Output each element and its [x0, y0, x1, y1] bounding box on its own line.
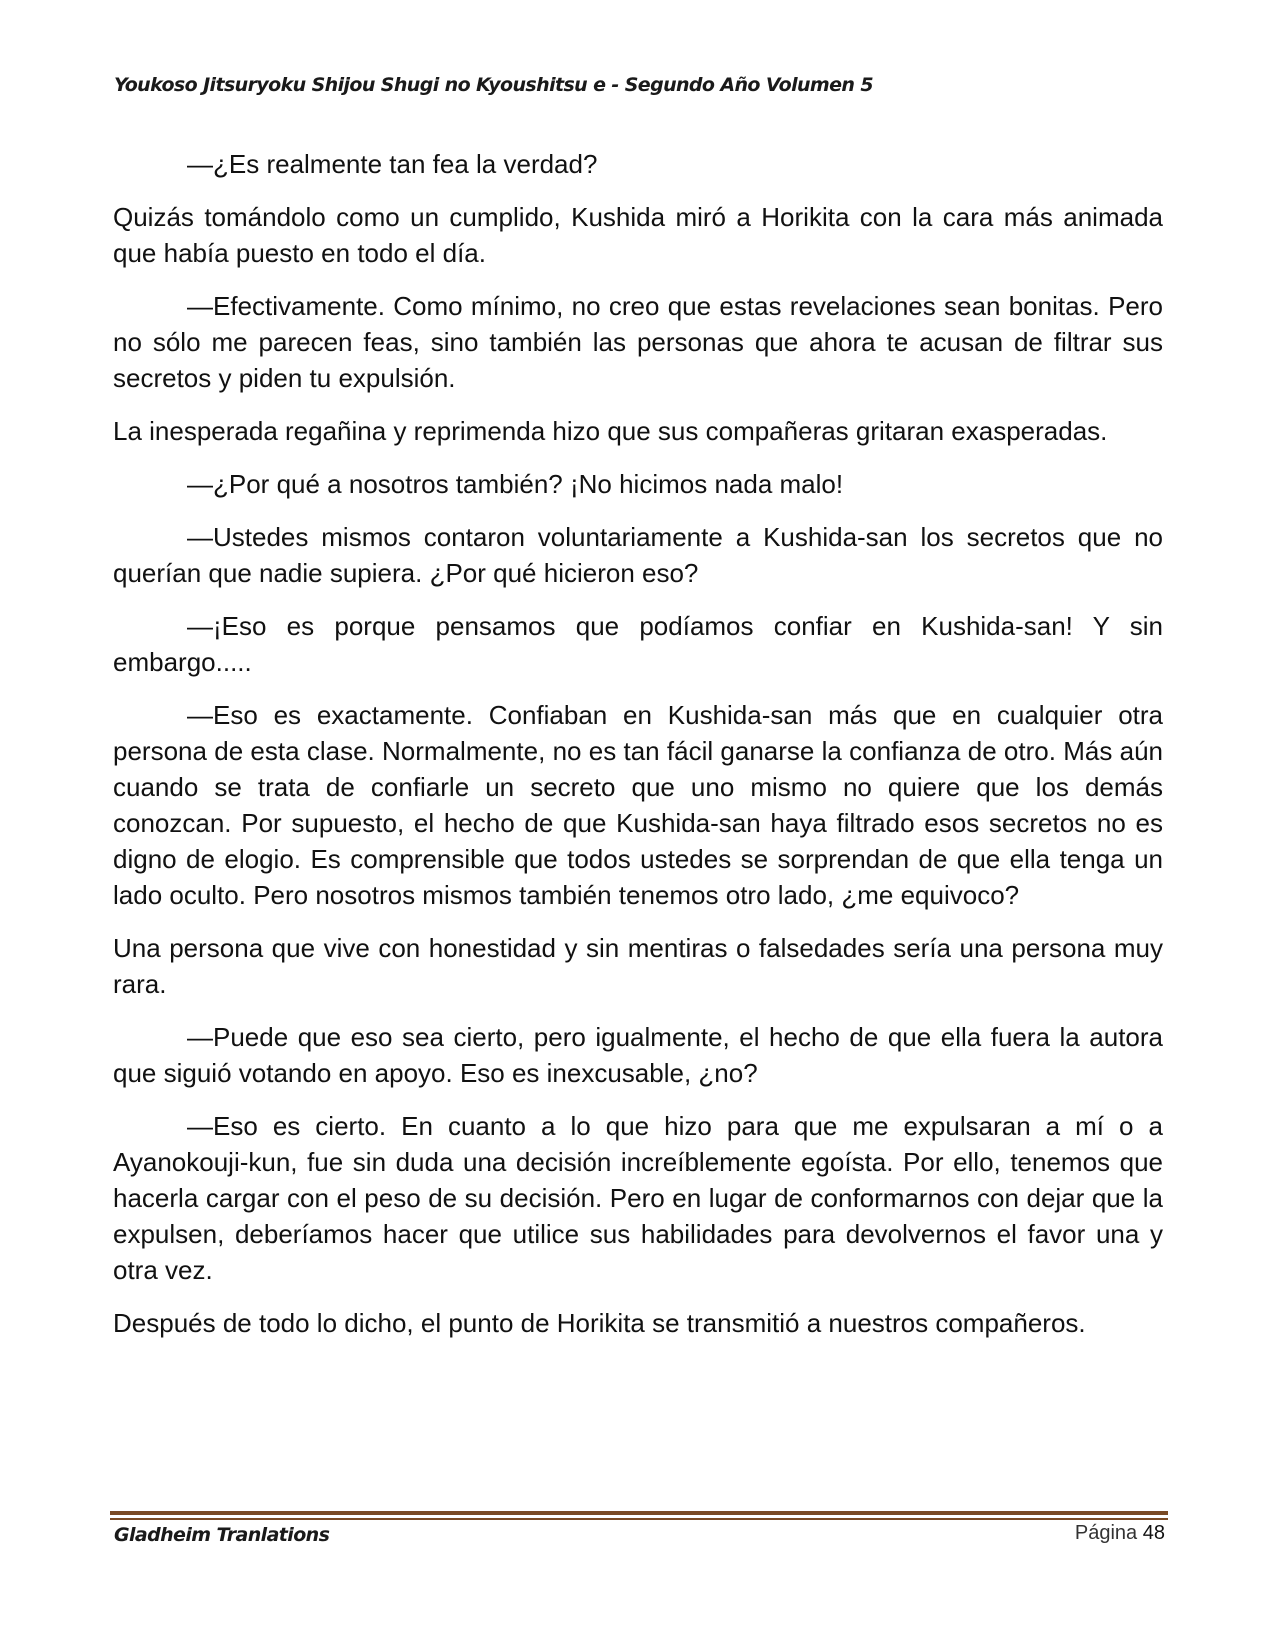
paragraph-7: —¡Eso es porque pensamos que podíamos confiar en Kushida-san! Y sin embargo..... [113, 611, 1163, 677]
page-number: 48 [1142, 1522, 1165, 1544]
paragraph-9: Una persona que vive con honestidad y sin mentiras o falsedades sería una persona muy rara. [113, 933, 1163, 999]
footer-publisher: Gladheim Tranlations [114, 1524, 330, 1546]
page-number-label [1075, 1522, 1165, 1545]
footer-divider [110, 1511, 1168, 1515]
footer-divider-thin [110, 1518, 1168, 1520]
paragraph-11: —Eso es cierto. En cuanto a lo que hizo para que me expulsaran a mí o a Ayanokouji-kun, fue sin duda una decisión increíblemente egoísta. Por ello, tenemos que hacerla cargar con el peso de su decisión. Pero en lugar de conformarnos con dejar que la expulsen, deberíamos hacer que utilice sus habilidades para devolvernos el favor una y otra vez. [113, 1111, 1163, 1285]
paragraph-6: —Ustedes mismos contaron voluntariamente a Kushida-san los secretos que no querían que nadie supiera. ¿Por qué hicieron eso? [113, 522, 1163, 588]
paragraph-1: —¿Es realmente tan fea la verdad? [187, 149, 598, 179]
paragraph-4: La inesperada regañina y reprimenda hizo que sus compañeras gritaran exasperadas. [113, 416, 1108, 446]
paragraph-5: —¿Por qué a nosotros también? ¡No hicimos nada malo! [187, 469, 844, 499]
paragraph-3: —Efectivamente. Como mínimo, no creo que estas revelaciones sean bonitas. Pero no sólo me parecen feas, sino también las personas que ahora te acusan de filtrar sus secretos y piden tu expulsión. [113, 291, 1163, 393]
paragraph-12: Después de todo lo dicho, el punto de Horikita se transmitió a nuestros compañeros. [113, 1308, 1086, 1338]
body-text [113, 146, 1163, 1358]
running-header: Youkoso Jitsuryoku Shijou Shugi no Kyoushitsu e - Segundo Año Volumen 5 [114, 74, 873, 96]
paragraph-8: —Eso es exactamente. Confiaban en Kushida-san más que en cualquier otra persona de esta clase. Normalmente, no es tan fácil ganarse la confianza de otro. Más aún cuando se trata de confiarle un secreto que uno mismo no quiere que los demás conozcan. Por supuesto, el hecho de que Kushida-san haya filtrado esos secretos no es digno de elogio. Es comprensible que todos ustedes se sorprendan de que ella tenga un lado oculto. Pero nosotros mismos también tenemos otro lado, ¿me equivoco? [113, 700, 1163, 910]
paragraph-2: Quizás tomándolo como un cumplido, Kushida miró a Horikita con la cara más animada que había puesto en todo el día. [113, 202, 1163, 268]
paragraph-10: —Puede que eso sea cierto, pero igualmente, el hecho de que ella fuera la autora que siguió votando en apoyo. Eso es inexcusable, ¿no? [113, 1022, 1163, 1088]
page-label: Página [1074, 1522, 1138, 1544]
